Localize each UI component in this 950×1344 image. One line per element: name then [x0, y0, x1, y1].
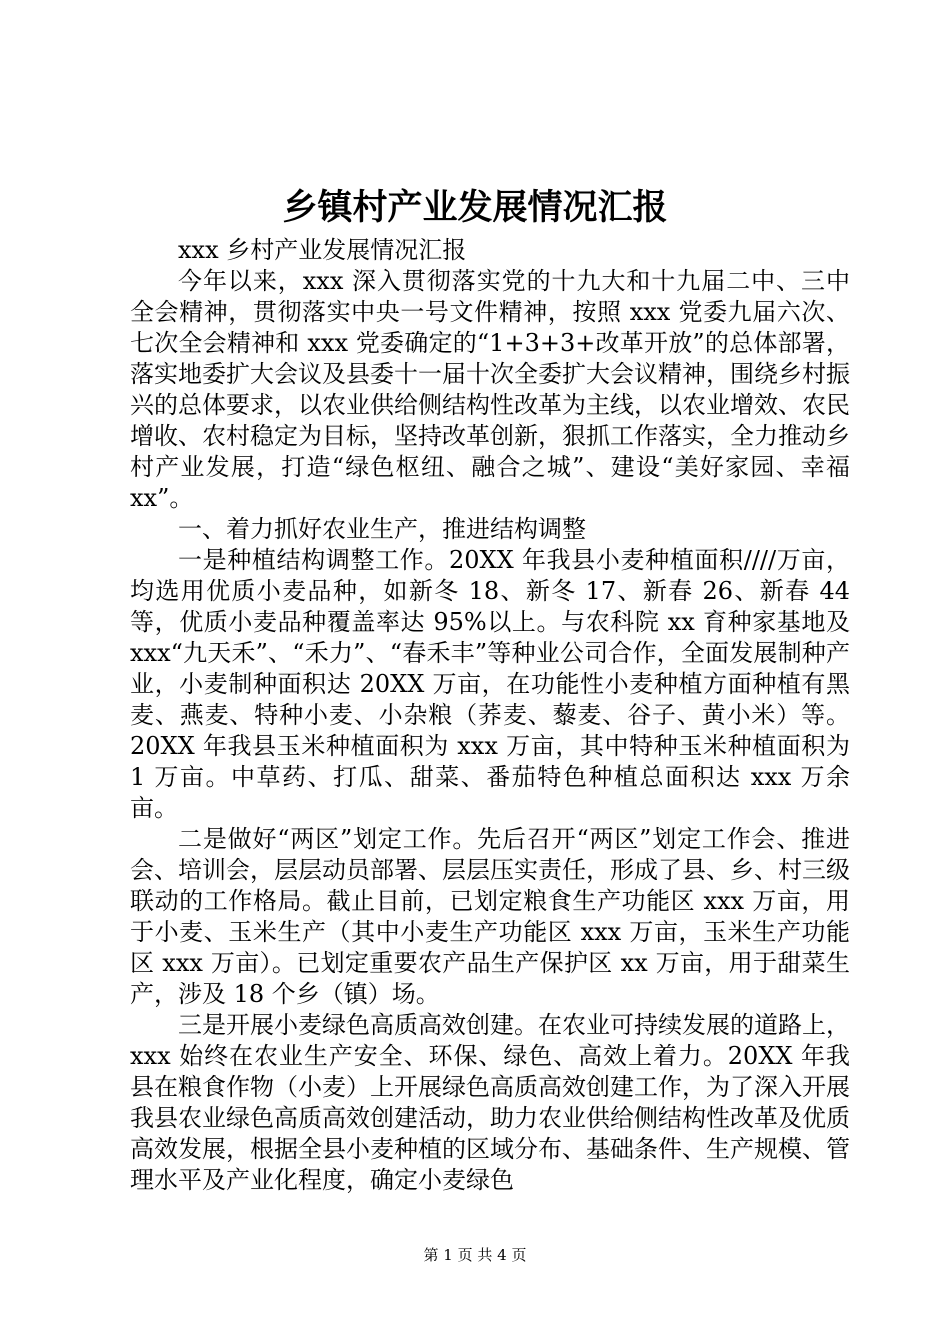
page-footer: 第 1 页 共 4 页: [423, 1246, 527, 1264]
document-body: [130, 235, 850, 1196]
paragraph-wheat-green: 三是开展小麦绿色高质高效创建。在农业可持续发展的道路上，xxx 始终在农业生产安全、环保、绿色、高效上着力。20XX 年我县在粮食作物（小麦）上开展绿色高质高效创建工作，为了深入开展我县农业绿色高质高效创建活动，助力农业供给侧结构性改革及优质高效发展，根据全县小麦种植的区域分布、基础条件、生产规模、管理水平及产业化程度，确定小麦绿色: [130, 1011, 850, 1194]
paragraph-intro: 今年以来，xxx 深入贯彻落实党的十九大和十九届二中、三中全会精神，贯彻落实中央一号文件精神，按照 xxx 党委九届六次、七次全会精神和 xxx 党委确定的“1+3+3+改革开放”的总体部署，落实地委扩大会议及县委十一届十次全委扩大会议精神，围绕乡村振兴的总体要求，以农业供给侧结构性改革为主线，以农业增效、农民增收、农村稳定为目标，坚持改革创新，狠抓工作落实，全力推动乡村产业发展，打造“绿色枢纽、融合之城”、建设“美好家园、幸福 xx”。: [130, 267, 850, 512]
section-heading-1: 一、着力抓好农业生产，推进结构调整: [178, 515, 586, 543]
paragraph-planting-structure: 一是种植结构调整工作。20XX 年我县小麦种植面积////万亩，均选用优质小麦品种，如新冬 18、新冬 17、新春 26、新春 44 等，优质小麦品种覆盖率达 95%以上。与农科院 xx 育种家基地及 xxx“九天禾”、“禾力”、“春禾丰”等种业公司合作，全面发展制种产业，小麦制种面积达 20XX 万亩，在功能性小麦种植方面种植有黑麦、燕麦、特种小麦、小杂粮（荞麦、藜麦、谷子、黄小米）等。20XX 年我县玉米种植面积为 xxx 万亩，其中特种玉米种植面积为 1 万亩。中草药、打瓜、甜菜、番茄特色种植总面积达 xxx 万余亩。: [130, 546, 850, 822]
paragraph-two-zones: 二是做好“两区”划定工作。先后召开“两区”划定工作会、推进会、培训会，层层动员部署、层层压实责任，形成了县、乡、村三级联动的工作格局。截止目前，已划定粮食生产功能区 xxx 万亩，用于小麦、玉米生产（其中小麦生产功能区 xxx 万亩，玉米生产功能区 xxx 万亩）。已划定重要农产品生产保护区 xx 万亩，用于甜菜生产，涉及 18 个乡（镇）场。: [130, 825, 850, 1008]
paragraph-subtitle: xxx 乡村产业发展情况汇报: [178, 236, 467, 264]
document-title: 乡镇村产业发展情况汇报: [282, 187, 668, 228]
